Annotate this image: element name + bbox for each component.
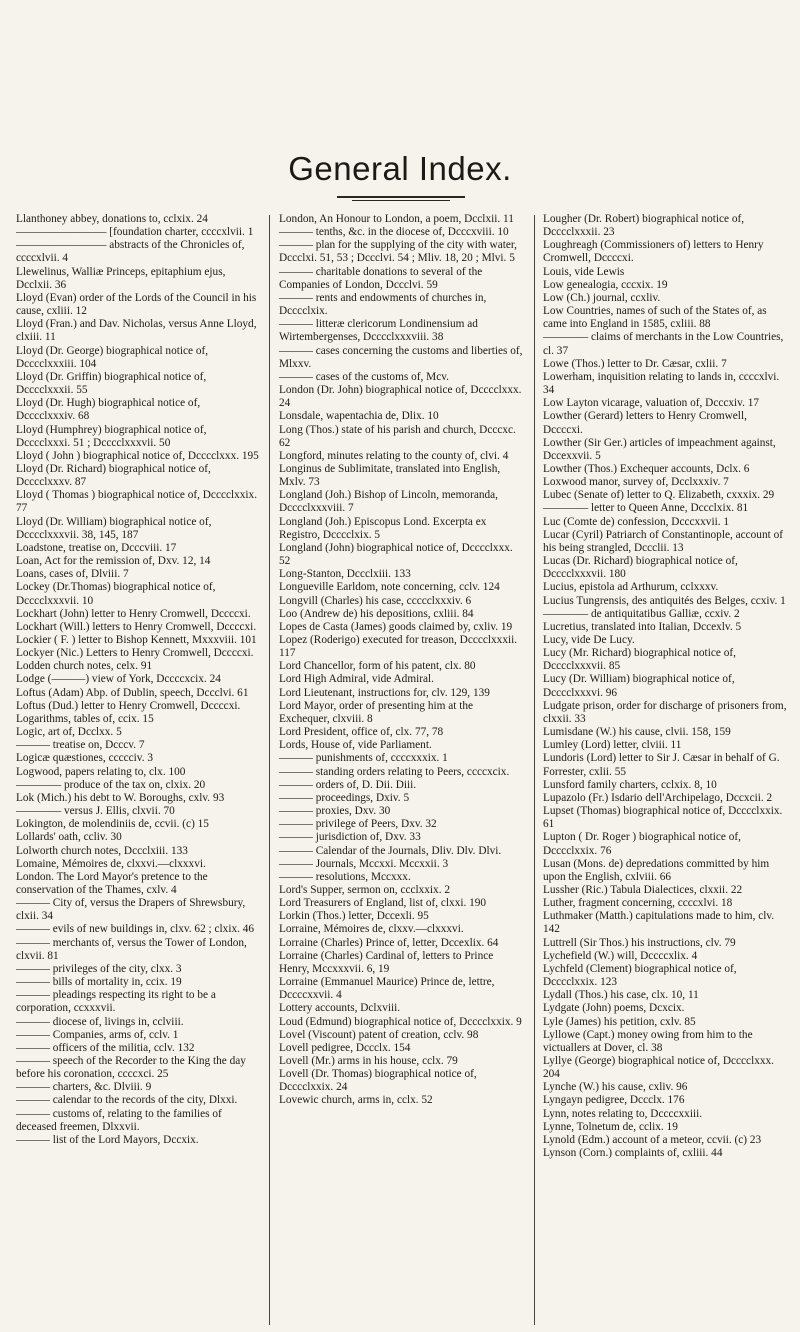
- index-entry: Lunsford family charters, cclxix. 8, 10: [543, 778, 717, 791]
- index-entry: ——— officers of the militia, cclv. 132: [16, 1041, 195, 1054]
- index-entry: Lydgate (John) poems, Dcxcix.: [543, 1002, 685, 1015]
- index-entry: Longland (John) biographical notice of, Dcccclxxx. 52: [279, 541, 513, 568]
- index-entry: ——— charitable donations to several of the Companies of London, Dccclvi. 59: [279, 265, 483, 291]
- index-entry: Lorraine (Emmanuel Maurice) Prince de, lettre, Dccccxxvii. 4: [279, 976, 495, 1002]
- index-entry: Lloyd (Dr. George) biographical notice of, Dcccclxxxiii. 104: [16, 344, 209, 370]
- column-divider: [269, 215, 270, 1325]
- index-entry: Lorkin (Thos.) letter, Dccexli. 95: [279, 910, 429, 923]
- index-entry: Lorraine, Mémoires de, clxxv.—clxxxvi.: [279, 923, 464, 936]
- index-entry: Lockey (Dr.Thomas) biographical notice of, Dcccclxxxvii. 10: [16, 581, 216, 607]
- index-entry: Lydall (Thos.) his case, clx. 10, 11: [543, 989, 699, 1002]
- index-entry: ——— bills of mortality in, ccix. 19: [16, 976, 182, 989]
- index-entry: ——— privileges of the city, clxx. 3: [16, 962, 182, 975]
- index-entry: ——— rents and endowments of churches in, Dcccclxix.: [279, 291, 487, 318]
- index-entry: ——— evils of new buildings in, clxv. 62 ; clxix. 46: [16, 923, 255, 936]
- index-entry: Lloyd (Evan) order of the Lords of the Council in his cause, cxliii. 12: [16, 291, 257, 318]
- index-entry: Lockhart (Will.) letters to Henry Cromwell, Dccccxi.: [16, 620, 257, 633]
- index-entry: Luthmaker (Matth.) capitulations made to him, clv. 142: [543, 910, 775, 936]
- index-entry: Low genealogia, cccxix. 19: [543, 278, 668, 291]
- index-entry: Lovell (Mr.) arms in his house, cclx. 79: [279, 1055, 458, 1067]
- index-entry: Lychfeld (Clement) biographical notice of, Dcccclxxix. 123: [543, 962, 737, 989]
- index-entry: Low Countries, names of such of the States of, as came into England in 1585, cxliii. 88: [543, 305, 767, 331]
- index-entry: Lokington, de molendiniis de, ccvii. (c) 15: [16, 818, 209, 831]
- index-entry: Lyllye (George) biographical notice of, Dcccclxxx. 204: [543, 1055, 774, 1081]
- index-entry: Lucy, vide De Lucy.: [543, 634, 635, 646]
- index-entry: Lynson (Corn.) complaints of, cxliii. 44: [543, 1147, 723, 1160]
- index-entry: ——— cases of the customs of, Mcv.: [279, 370, 449, 383]
- index-entry: Lucy (Dr. William) biographical notice of, Dcccclxxxvi. 96: [543, 673, 735, 699]
- index-entry: Lloyd (Humphrey) biographical notice of, Dcccclxxxi. 51 ; Dcccclxxxvii. 50: [16, 423, 207, 449]
- index-entry: Lupazolo (Fr.) Isdario dell'Archipelago, Dccxcii. 2: [543, 791, 773, 804]
- index-entry: Lottery accounts, Dclxviii.: [279, 1002, 401, 1015]
- index-entry: ——— privilege of Peers, Dxv. 32: [279, 818, 437, 831]
- index-entry: ——— standing orders relating to Peers, ccccxcix.: [279, 765, 510, 778]
- index-entry: Lord Chancellor, form of his patent, clx. 80: [279, 660, 476, 673]
- index-entry: ——— treatise on, Dcccv. 7: [16, 739, 145, 752]
- index-entry: ——— plan for the supplying of the city with water, Dccclxi. 51, 53 ; Dccclvi. 54 ; Mliv. 18, 20 ; Mlvi. 5: [279, 239, 517, 265]
- index-entry: Lollards' oath, ccliv. 30: [16, 831, 122, 844]
- index-entry: Lok (Mich.) his debt to W. Boroughs, cxlv. 93: [16, 791, 225, 804]
- index-entry: Logarithms, tables of, ccix. 15: [16, 712, 154, 725]
- index-entry: Loughreagh (Commissioners of) letters to Henry Cromwell, Dccccxi.: [543, 239, 764, 265]
- index-column-2: [279, 213, 523, 1108]
- index-entry: Lord Lieutenant, instructions for, clv. 129, 139: [279, 686, 490, 699]
- index-entry: Lomaine, Mémoires de, clxxvi.—clxxxvi.: [16, 857, 206, 870]
- index-entry: Logicæ quæstiones, ccccciv. 3: [16, 752, 153, 765]
- index-entry: Lyngayn pedigree, Dccclx. 176: [543, 1094, 685, 1107]
- index-entry: Lovell (Dr. Thomas) biographical notice of, Dcccclxxix. 24: [279, 1068, 477, 1094]
- page-title: General Index.: [288, 150, 512, 187]
- index-entry: Lovell pedigree, Dccclx. 154: [279, 1041, 411, 1054]
- index-entry: Lyle (James) his petition, cxlv. 85: [543, 1015, 696, 1028]
- index-entry: Luc (Comte de) confession, Dcccxxvii. 1: [543, 515, 730, 528]
- index-entry: Lodden church notes, celx. 91: [16, 660, 153, 673]
- index-entry: Lucretius, translated into Italian, Dccexlv. 5: [543, 620, 742, 633]
- index-entry: Long-Stanton, Dccclxiii. 133: [279, 568, 411, 581]
- index-entry: Longinus de Sublimitate, translated into English, Mxlv. 73: [279, 462, 501, 489]
- index-entry: Ludgate prison, order for discharge of prisoners from, clxxii. 33: [543, 699, 787, 725]
- index-entry: ———————— abstracts of the Chronicles of, ccccxlvii. 4: [16, 239, 245, 265]
- index-entry: Lopes de Casta (James) goods claimed by, cxliv. 19: [279, 620, 513, 633]
- index-entry: Lockyer (Nic.) Letters to Henry Cromwell, Dccccxi.: [16, 647, 254, 660]
- index-entry: Lorraine (Charles) Cardinal of, letters to Prince Henry, Mccxxxvii. 6, 19: [279, 949, 494, 975]
- index-entry: ——— pleadings respecting its right to be a corporation, ccxxxvii.: [16, 989, 216, 1015]
- index-entry: Lloyd (Dr. Griffin) biographical notice of, Dcccclxxxii. 55: [16, 370, 207, 397]
- index-entry: Lundoris (Lord) letter to Sir J. Cæsar in behalf of G. Forrester, cxlii. 55: [543, 752, 780, 778]
- index-entry: Lucas (Dr. Richard) biographical notice of, Dcccclxxxvii. 180: [543, 555, 738, 581]
- index-entry: Lockier ( F. ) letter to Bishop Kennett, Mxxxviii. 101: [16, 634, 257, 646]
- index-entry: ——— list of the Lord Mayors, Dccxix.: [16, 1133, 199, 1146]
- index-entry: Lynn, notes relating to, Dccccxxiii.: [543, 1107, 703, 1120]
- index-entry: Lords, House of, vide Parliament.: [279, 739, 432, 752]
- index-entry: ——— Journals, Mccxxi. Mccxxii. 3: [279, 857, 449, 870]
- index-entry: ——— Calendar of the Journals, Dliv. Dlv. Dlvi.: [279, 844, 502, 857]
- index-entry: Lucius Tungrensis, des antiquités des Belges, ccxiv. 1: [543, 594, 786, 607]
- index-entry: Lowther (Thos.) Exchequer accounts, Dclx. 6: [543, 462, 750, 475]
- index-entry: Longford, minutes relating to the county of, clvi. 4: [279, 449, 509, 462]
- index-entry: Lowther (Sir Ger.) articles of impeachment against, Dccexxvii. 5: [543, 436, 776, 462]
- index-entry: ———————— [foundation charter, ccccxlvii. 1: [16, 226, 254, 239]
- index-entry: ———— versus J. Ellis, clxvii. 70: [16, 805, 175, 818]
- index-entry: Lucy (Mr. Richard) biographical notice of, Dcccclxxxvii. 85: [543, 647, 736, 673]
- index-entry: Low Layton vicarage, valuation of, Dcccxiv. 17: [543, 397, 760, 410]
- index-entry: ——— proxies, Dxv. 30: [279, 805, 391, 818]
- index-entry: Logic, art of, Dcclxx. 5: [16, 726, 122, 739]
- index-entry: Loxwood manor, survey of, Dcclxxxiv. 7: [543, 476, 729, 489]
- index-entry: ——— proceedings, Dxiv. 5: [279, 791, 410, 804]
- index-entry: ——— calendar to the records of the city, Dlxxi.: [16, 1094, 238, 1107]
- index-entry: ——— litteræ clericorum Londinensium ad Wirtembergenses, Dcccclxxxviii. 38: [279, 318, 478, 344]
- index-column-1: [16, 213, 260, 1147]
- index-entry: Lloyd (Dr. William) biographical notice of, Dcccclxxxvii. 38, 145, 187: [16, 515, 212, 541]
- index-entry: London. The Lord Mayor's pretence to the conservation of the Thames, cxlv. 4: [16, 870, 208, 896]
- index-entry: ——— tenths, &c. in the diocese of, Dcccxviii. 10: [279, 226, 509, 239]
- index-entry: Lloyd ( John ) biographical notice of, Dcccclxxx. 195: [16, 449, 259, 462]
- index-entry: Lloyd (Fran.) and Dav. Nicholas, versus Anne Lloyd, clxiii. 11: [16, 318, 257, 344]
- index-entry: ———— de antiquitatibus Galliæ, ccxiv. 2: [543, 607, 740, 620]
- index-entry: ——— customs of, relating to the families of deceased freemen, Dlxxvii.: [16, 1107, 222, 1133]
- index-entry: Lord High Admiral, vide Admiral.: [279, 673, 434, 686]
- index-entry: London (Dr. John) biographical notice of, Dcccclxxx. 24: [279, 384, 522, 410]
- index-entry: Lumley (Lord) letter, clviii. 11: [543, 739, 682, 752]
- index-entry: Lopez (Roderigo) executed for treason, Dcccclxxxii. 117: [279, 634, 518, 660]
- index-entry: Lucar (Cyril) Patriarch of Constantinople, account of his being strangled, Dccclii. 13: [543, 528, 783, 554]
- index-entry: ——— jurisdiction of, Dxv. 33: [279, 831, 421, 844]
- index-entry: Lynold (Edm.) account of a meteor, ccvii. (c) 23: [543, 1133, 762, 1146]
- index-entry: Loftus (Adam) Abp. of Dublin, speech, Dccclvi. 61: [16, 686, 249, 699]
- title-rule-thin: [352, 200, 450, 201]
- index-entry: Longvill (Charles) his case, ccccclxxxiv. 6: [279, 594, 472, 607]
- index-entry: Lovewic church, arms in, cclx. 52: [279, 1094, 433, 1107]
- index-entry: ——— orders of, D. Dii. Diii.: [279, 778, 417, 791]
- index-entry: ——— charters, &c. Dlviii. 9: [16, 1081, 152, 1094]
- index-entry: Lord President, office of, clx. 77, 78: [279, 726, 444, 739]
- index-entry: Lord's Supper, sermon on, ccclxxix. 2: [279, 883, 451, 896]
- index-entry: Lupton ( Dr. Roger ) biographical notice of, Dcccclxxix. 76: [543, 831, 741, 857]
- index-entry: Longland (Joh.) Bishop of Lincoln, memoranda, Dcccclxxxviii. 7: [279, 489, 498, 515]
- index-entry: Low (Ch.) journal, ccxliv.: [543, 291, 661, 304]
- index-entry: Lowther (Gerard) letters to Henry Cromwell, Dccccxi.: [543, 410, 747, 436]
- index-entry: Longland (Joh.) Episcopus Lond. Excerpta ex Registro, Dcccclxix. 5: [279, 515, 487, 541]
- index-entry: Loud (Edmund) biographical notice of, Dcccclxxix. 9: [279, 1015, 522, 1028]
- index-entry: ———— produce of the tax on, clxix. 20: [16, 778, 206, 791]
- index-entry: Lusan (Mons. de) depredations committed by him upon the English, cxlviii. 66: [543, 857, 770, 883]
- index-entry: Loo (Andrew de) his depositions, cxliii. 84: [279, 607, 474, 620]
- index-entry: Lloyd (Dr. Richard) biographical notice of, Dcccclxxxv. 87: [16, 462, 211, 489]
- index-entry: Loan, Act for the remission of, Dxv. 12, 14: [16, 555, 211, 568]
- index-entry: Lougher (Dr. Robert) biographical notice of, Dcccclxxxii. 23: [543, 213, 745, 239]
- index-column-3: [543, 213, 787, 1160]
- index-entry: Loans, cases of, Dlviii. 7: [16, 568, 129, 581]
- index-entry: Lodge (———) view of York, Dccccxcix. 24: [16, 673, 221, 686]
- index-entry: Lupset (Thomas) biographical notice of, Dcccclxxix. 61: [543, 805, 783, 831]
- index-entry: Lubec (Senate of) letter to Q. Elizabeth, cxxxix. 29: [543, 489, 775, 502]
- index-entry: Llanthoney abbey, donations to, cclxix. 24: [16, 213, 208, 225]
- index-entry: London, An Honour to London, a poem, Dcclxii. 11: [279, 213, 514, 225]
- index-entry: ——— City of, versus the Drapers of Shrewsbury, clxii. 34: [16, 897, 246, 923]
- index-entry: Lychefield (W.) will, Dccccxlix. 4: [543, 949, 698, 962]
- column-divider: [534, 215, 535, 1325]
- index-entry: ——— punishments of, ccccxxxix. 1: [279, 752, 448, 765]
- index-entry: ———— claims of merchants in the Low Countries, cl. 37: [543, 331, 784, 357]
- index-entry: Lorraine (Charles) Prince of, letter, Dccexlix. 64: [279, 936, 499, 949]
- index-entry: Lyllowe (Capt.) money owing from him to the victuallers at Dover, cl. 38: [543, 1028, 753, 1054]
- index-entry: Lovel (Viscount) patent of creation, cclv. 98: [279, 1028, 479, 1041]
- index-entry: Lord Treasurers of England, list of, clxxi. 190: [279, 897, 487, 910]
- index-entry: Lowe (Thos.) letter to Dr. Cæsar, cxlii. 7: [543, 357, 727, 370]
- index-entry: Lloyd (Dr. Hugh) biographical notice of, Dcccclxxxiv. 68: [16, 397, 201, 423]
- index-entry: Long (Thos.) state of his parish and church, Dcccxc. 62: [279, 423, 516, 449]
- index-entry: Lolworth church notes, Dccclxiii. 133: [16, 844, 188, 857]
- index-entry: Longueville Earldom, note concerning, cclv. 124: [279, 581, 500, 594]
- index-entry: Lynche (W.) his cause, cxliv. 96: [543, 1081, 688, 1094]
- index-entry: ———— letter to Queen Anne, Dccclxix. 81: [543, 502, 749, 515]
- index-entry: Llewelinus, Walliæ Princeps, epitaphium ejus, Dcclxii. 36: [16, 265, 226, 291]
- index-entry: ——— speech of the Recorder to the King the day before his coronation, ccccxci. 25: [16, 1055, 246, 1081]
- index-entry: Loadstone, treatise on, Dcccviii. 17: [16, 541, 177, 554]
- index-entry: ——— Companies, arms of, cclv. 1: [16, 1028, 179, 1041]
- index-entry: Lucius, epistola ad Arthurum, cclxxxv.: [543, 581, 719, 594]
- index-entry: Lord Mayor, order of presenting him at the Exchequer, clxviii. 8: [279, 699, 474, 725]
- index-entry: Lowerham, inquisition relating to lands in, ccccxlvi. 34: [543, 370, 780, 397]
- index-entry: ——— merchants of, versus the Tower of London, clxvii. 81: [16, 936, 247, 962]
- index-entry: ——— diocese of, livings in, cclviii.: [16, 1015, 184, 1028]
- index-entry: Logwood, papers relating to, clx. 100: [16, 765, 186, 778]
- index-entry: Lonsdale, wapentachia de, Dlix. 10: [279, 410, 439, 423]
- index-entry: Loftus (Dud.) letter to Henry Cromwell, Dccccxi.: [16, 699, 241, 712]
- index-entry: Lynne, Tolnetum de, cclix. 19: [543, 1120, 678, 1133]
- index-entry: Lussher (Ric.) Tabula Dialectices, clxxii. 22: [543, 883, 743, 896]
- index-entry: Louis, vide Lewis: [543, 265, 625, 278]
- title-rule: [337, 196, 465, 198]
- index-entry: Lockhart (John) letter to Henry Cromwell, Dccccxi.: [16, 607, 251, 620]
- index-entry: ——— cases concerning the customs and liberties of, Mlxxv.: [279, 344, 523, 370]
- index-entry: Luther, fragment concerning, ccccxlvi. 18: [543, 897, 733, 910]
- index-entry: ——— resolutions, Mccxxx.: [279, 870, 411, 883]
- index-entry: Lumisdane (W.) his cause, clvii. 158, 159: [543, 726, 731, 739]
- index-entry: Luttrell (Sir Thos.) his instructions, clv. 79: [543, 936, 736, 949]
- index-entry: Lloyd ( Thomas ) biographical notice of, Dcccclxxix. 77: [16, 489, 258, 515]
